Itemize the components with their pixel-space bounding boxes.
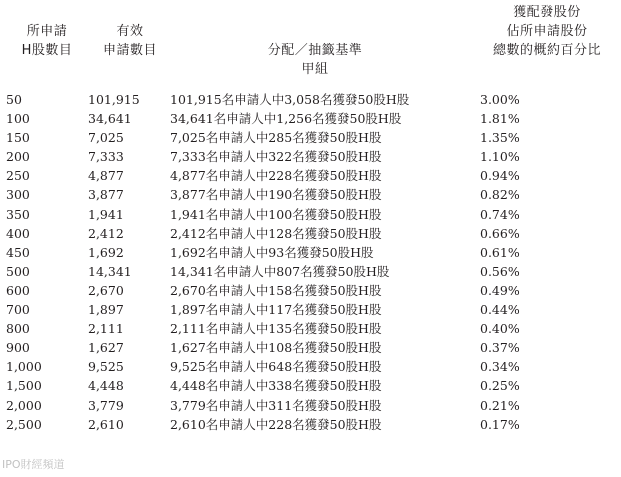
applied-shares-cell: 150 xyxy=(6,130,30,146)
table-row xyxy=(0,396,621,415)
valid-applications-cell: 1,897 xyxy=(88,302,124,318)
allotment-percentage-cell: 0.40% xyxy=(480,321,520,337)
allotment-percentage-cell: 0.66% xyxy=(480,225,520,241)
allocation-basis-cell: 3,877名申請人中190名獲發50股H股 xyxy=(170,187,382,203)
table-row xyxy=(0,109,621,128)
valid-applications-cell: 2,670 xyxy=(88,282,124,298)
valid-applications-cell: 34,641 xyxy=(88,111,132,127)
valid-applications-cell: 7,333 xyxy=(88,149,124,165)
header-valid-applications-line2: 申請數目 xyxy=(102,43,157,58)
header-allocation-basis-line1: 分配／抽籤基準 xyxy=(267,43,363,58)
allotment-percentage-cell: 0.37% xyxy=(480,340,520,356)
header-pool-a: 甲組 xyxy=(301,62,329,77)
table-row xyxy=(0,281,621,300)
applied-shares-cell: 800 xyxy=(6,321,30,337)
allotment-percentage-cell: 1.35% xyxy=(480,130,520,146)
allotment-percentage-cell: 3.00% xyxy=(480,92,520,107)
allotment-percentage-cell: 0.21% xyxy=(480,397,520,413)
applied-shares-cell: 400 xyxy=(6,225,30,241)
valid-applications-cell: 3,877 xyxy=(88,187,124,203)
allotment-percentage-cell: 0.17% xyxy=(480,416,520,432)
allotment-percentage-cell: 0.82% xyxy=(480,187,520,203)
allotment-percentage-cell: 0.56% xyxy=(480,263,520,279)
table-row xyxy=(0,243,621,262)
allocation-basis-cell: 3,779名申請人中311名獲發50股H股 xyxy=(170,397,382,413)
table-row xyxy=(0,166,621,185)
allocation-basis-cell: 1,627名申請人中108名獲發50股H股 xyxy=(170,340,382,356)
header-allotment-percentage xyxy=(476,3,618,60)
header-allotment-percentage-line1: 獲配發股份 xyxy=(513,5,581,20)
table-row xyxy=(0,224,621,243)
allocation-basis-cell: 1,897名申請人中117名獲發50股H股 xyxy=(170,302,382,318)
header-allocation-basis xyxy=(215,41,415,79)
table-row xyxy=(0,128,621,147)
allocation-basis-cell: 9,525名申請人中648名獲發50股H股 xyxy=(170,359,382,375)
table-row xyxy=(0,357,621,376)
allocation-basis-cell: 7,025名申請人中285名獲發50股H股 xyxy=(170,130,382,146)
valid-applications-cell: 2,412 xyxy=(88,225,124,241)
allotment-percentage-cell: 1.10% xyxy=(480,149,520,165)
allocation-basis-cell: 2,610名申請人中228名獲發50股H股 xyxy=(170,416,382,432)
applied-shares-cell: 350 xyxy=(6,206,30,222)
allotment-percentage-cell: 1.81% xyxy=(480,111,520,127)
allocation-basis-cell: 1,692名申請人中93名獲發50股H股 xyxy=(170,244,374,260)
applied-shares-cell: 50 xyxy=(6,92,22,107)
allocation-basis-cell: 1,941名申請人中100名獲發50股H股 xyxy=(170,206,382,222)
applied-shares-cell: 500 xyxy=(6,263,30,279)
allotment-percentage-cell: 0.34% xyxy=(480,359,520,375)
allotment-percentage-cell: 0.49% xyxy=(480,282,520,298)
allocation-table xyxy=(0,90,621,434)
applied-shares-cell: 450 xyxy=(6,244,30,260)
valid-applications-cell: 1,627 xyxy=(88,340,124,356)
allocation-basis-cell: 7,333名申請人中322名獲發50股H股 xyxy=(170,149,382,165)
table-row xyxy=(0,319,621,338)
table-row xyxy=(0,415,621,434)
table-row xyxy=(0,376,621,395)
applied-shares-cell: 900 xyxy=(6,340,30,356)
allotment-percentage-cell: 0.44% xyxy=(480,302,520,318)
valid-applications-cell: 4,877 xyxy=(88,168,124,184)
valid-applications-cell: 2,610 xyxy=(88,416,124,432)
table-row xyxy=(0,185,621,204)
allocation-basis-cell: 101,915名申請人中3,058名獲發50股H股 xyxy=(170,92,410,107)
applied-shares-cell: 2,500 xyxy=(6,416,42,432)
valid-applications-cell: 9,525 xyxy=(88,359,124,375)
table-row xyxy=(0,338,621,357)
valid-applications-cell: 1,941 xyxy=(88,206,124,222)
valid-applications-cell: 101,915 xyxy=(88,92,140,107)
valid-applications-cell: 4,448 xyxy=(88,378,124,394)
allocation-basis-cell: 2,670名申請人中158名獲發50股H股 xyxy=(170,282,382,298)
applied-shares-cell: 250 xyxy=(6,168,30,184)
applied-shares-cell: 200 xyxy=(6,149,30,165)
applied-shares-cell: 600 xyxy=(6,282,30,298)
allocation-basis-cell: 4,448名申請人中338名獲發50股H股 xyxy=(170,378,382,394)
table-row xyxy=(0,262,621,281)
valid-applications-cell: 2,111 xyxy=(88,321,124,337)
applied-shares-cell: 100 xyxy=(6,111,30,127)
allocation-basis-cell: 2,111名申請人中135名獲發50股H股 xyxy=(170,321,382,337)
valid-applications-cell: 3,779 xyxy=(88,397,124,413)
header-allotment-percentage-line2: 佔所申請股份 xyxy=(506,24,588,39)
allocation-basis-cell: 2,412名申請人中128名獲發50股H股 xyxy=(170,225,382,241)
allocation-basis-cell: 14,341名申請人中807名獲發50股H股 xyxy=(170,263,390,279)
header-valid-applications xyxy=(90,22,170,60)
header-applied-shares xyxy=(8,22,86,60)
header-applied-shares-line2: H股數目 xyxy=(21,43,73,58)
allotment-percentage-cell: 0.25% xyxy=(480,378,520,394)
applied-shares-cell: 700 xyxy=(6,302,30,318)
applied-shares-cell: 2,000 xyxy=(6,397,42,413)
table-row xyxy=(0,205,621,224)
allotment-percentage-cell: 0.74% xyxy=(480,206,520,222)
applied-shares-cell: 1,000 xyxy=(6,359,42,375)
valid-applications-cell: 14,341 xyxy=(88,263,132,279)
valid-applications-cell: 1,692 xyxy=(88,244,124,260)
table-row xyxy=(0,90,621,109)
header-valid-applications-line1: 有效 xyxy=(116,24,144,39)
table-row xyxy=(0,300,621,319)
watermark: IPO財經頻道 xyxy=(2,458,65,471)
table-row xyxy=(0,147,621,166)
applied-shares-cell: 300 xyxy=(6,187,30,203)
allotment-percentage-cell: 0.94% xyxy=(480,168,520,184)
allocation-basis-cell: 34,641名申請人中1,256名獲發50股H股 xyxy=(170,111,402,127)
valid-applications-cell: 7,025 xyxy=(88,130,124,146)
header-allotment-percentage-line3: 總數的概約百分比 xyxy=(492,43,601,58)
applied-shares-cell: 1,500 xyxy=(6,378,42,394)
header-applied-shares-line1: 所申請 xyxy=(26,24,68,39)
allocation-basis-cell: 4,877名申請人中228名獲發50股H股 xyxy=(170,168,382,184)
allotment-percentage-cell: 0.61% xyxy=(480,244,520,260)
